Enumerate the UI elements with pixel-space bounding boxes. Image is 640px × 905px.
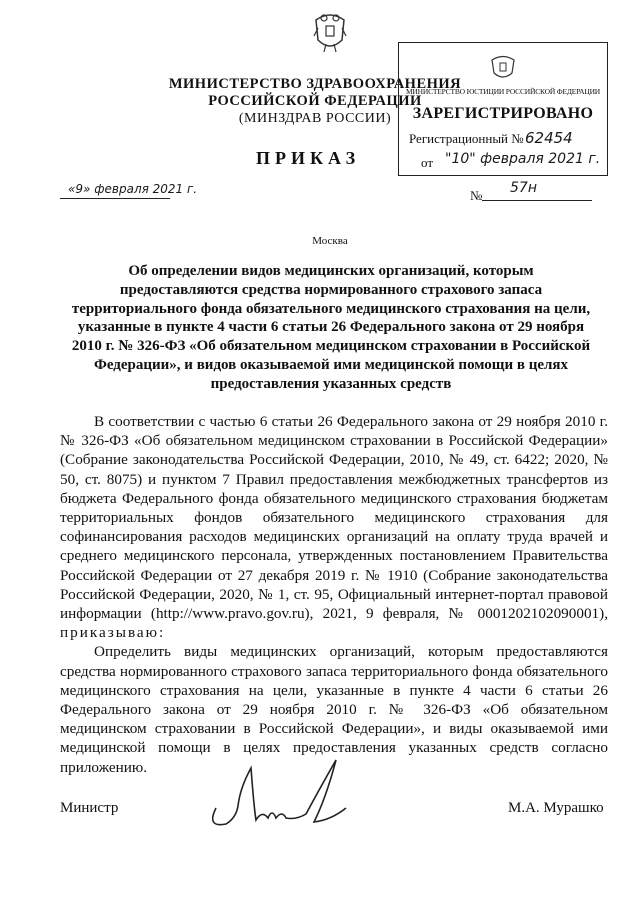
order-date: «9» февраля 2021 г. bbox=[68, 182, 198, 196]
stamp-ministry-name: МИНИСТЕРСТВО ЮСТИЦИИ РОССИЙСКОЙ ФЕДЕРАЦИИ bbox=[405, 87, 601, 96]
emblem-icon bbox=[312, 6, 348, 56]
date-underline bbox=[60, 198, 170, 199]
order-heading: ПРИКАЗ bbox=[256, 148, 361, 168]
paragraph-2: Определить виды медицинских организаций, которым предоставляются средства нормированного страхового запаса территориального фонда обязательного медицинского страхования на цели, указанные в пункте 4 части 6 статьи 26 Федерального закона от 29 ноября 2010 г. № 326-ФЗ «Об обязательном медицинском страховании в Российской Федерации», и виды оказываемой ими медицинской помощи в целях предоставления указанных средств согласно приложению. bbox=[60, 643, 608, 776]
paragraph-1-start: В соответствии с частью 6 bbox=[94, 413, 268, 430]
paragraph-1-rest: статьи 26 Федерального закона от 29 ноября 2010 г. № 326-ФЗ «Об обязательном медицинском страховании в Российской Федерации» (Собрание законодательства Российской Федерации, 2010, № 49, ст. 6422; 2020, № 50, ст. 8075) и пунктом 7 Правил предоставления межбюджетных трансфертов из бюджета Федерального фонда обязательного медицинского страхования бюджетам территориальных фондов обязательного медицинского страхования для софинансирования расходов медицинских организаций на оплату труда врачей и среднего медицинского персонала, утвержденных постановлением Правительства Российской Федерации от 27 декабря 2019 г. № 1910 (Собрание законодательства Российской Федерации, 2020, № 1, ст. 95, Официальный интернет-портал правовой информации (http://www.pravo.gov.ru), 2021, 9 февраля, № 0001202102090001), bbox=[60, 413, 608, 623]
signature-icon bbox=[196, 748, 356, 844]
ministry-name-line1: МИНИСТЕРСТВО ЗДРАВООХРАНЕНИЯ bbox=[168, 76, 462, 92]
ministry-abbreviation: (МИНЗДРАВ РОССИИ) bbox=[238, 111, 392, 126]
order-number-prefix: № bbox=[470, 188, 483, 203]
stamp-reg-number: 62454 bbox=[525, 129, 573, 147]
city: Москва bbox=[312, 235, 348, 247]
stamp-emblem-icon bbox=[489, 51, 517, 83]
order-directive: приказываю: bbox=[60, 624, 166, 642]
signer-name: М.А. Мурашко bbox=[508, 800, 604, 816]
document-title: Об определении видов медицинских организаций, которым предоставляются средства нормированного страхового запаса территориального фонда обязательного медицинского страхования на цели, указанные в пункте 4 части 6 статьи 26 Федерального закона от 29 ноября 2010 г. № 326-ФЗ «Об обязательном медицинском страховании в Российской Федерации», и видов оказываемой ими медицинской помощи в целях предоставления указанных средств bbox=[71, 263, 591, 392]
signer-position: Министр bbox=[60, 800, 119, 816]
paragraph-1 bbox=[60, 412, 608, 642]
number-underline bbox=[482, 200, 592, 201]
order-number: 57н bbox=[510, 180, 537, 196]
registration-stamp bbox=[398, 42, 608, 176]
document-body bbox=[60, 412, 608, 777]
ministry-name-line2: РОССИЙСКОЙ ФЕДЕРАЦИИ bbox=[208, 93, 422, 109]
stamp-reg-label: Регистрационный № bbox=[409, 131, 524, 146]
stamp-date-value: "10" февраля 2021 г. bbox=[445, 151, 601, 167]
stamp-registered-label: ЗАРЕГИСТРИРОВАНО bbox=[412, 105, 594, 122]
stamp-date-prefix: от bbox=[421, 155, 434, 170]
